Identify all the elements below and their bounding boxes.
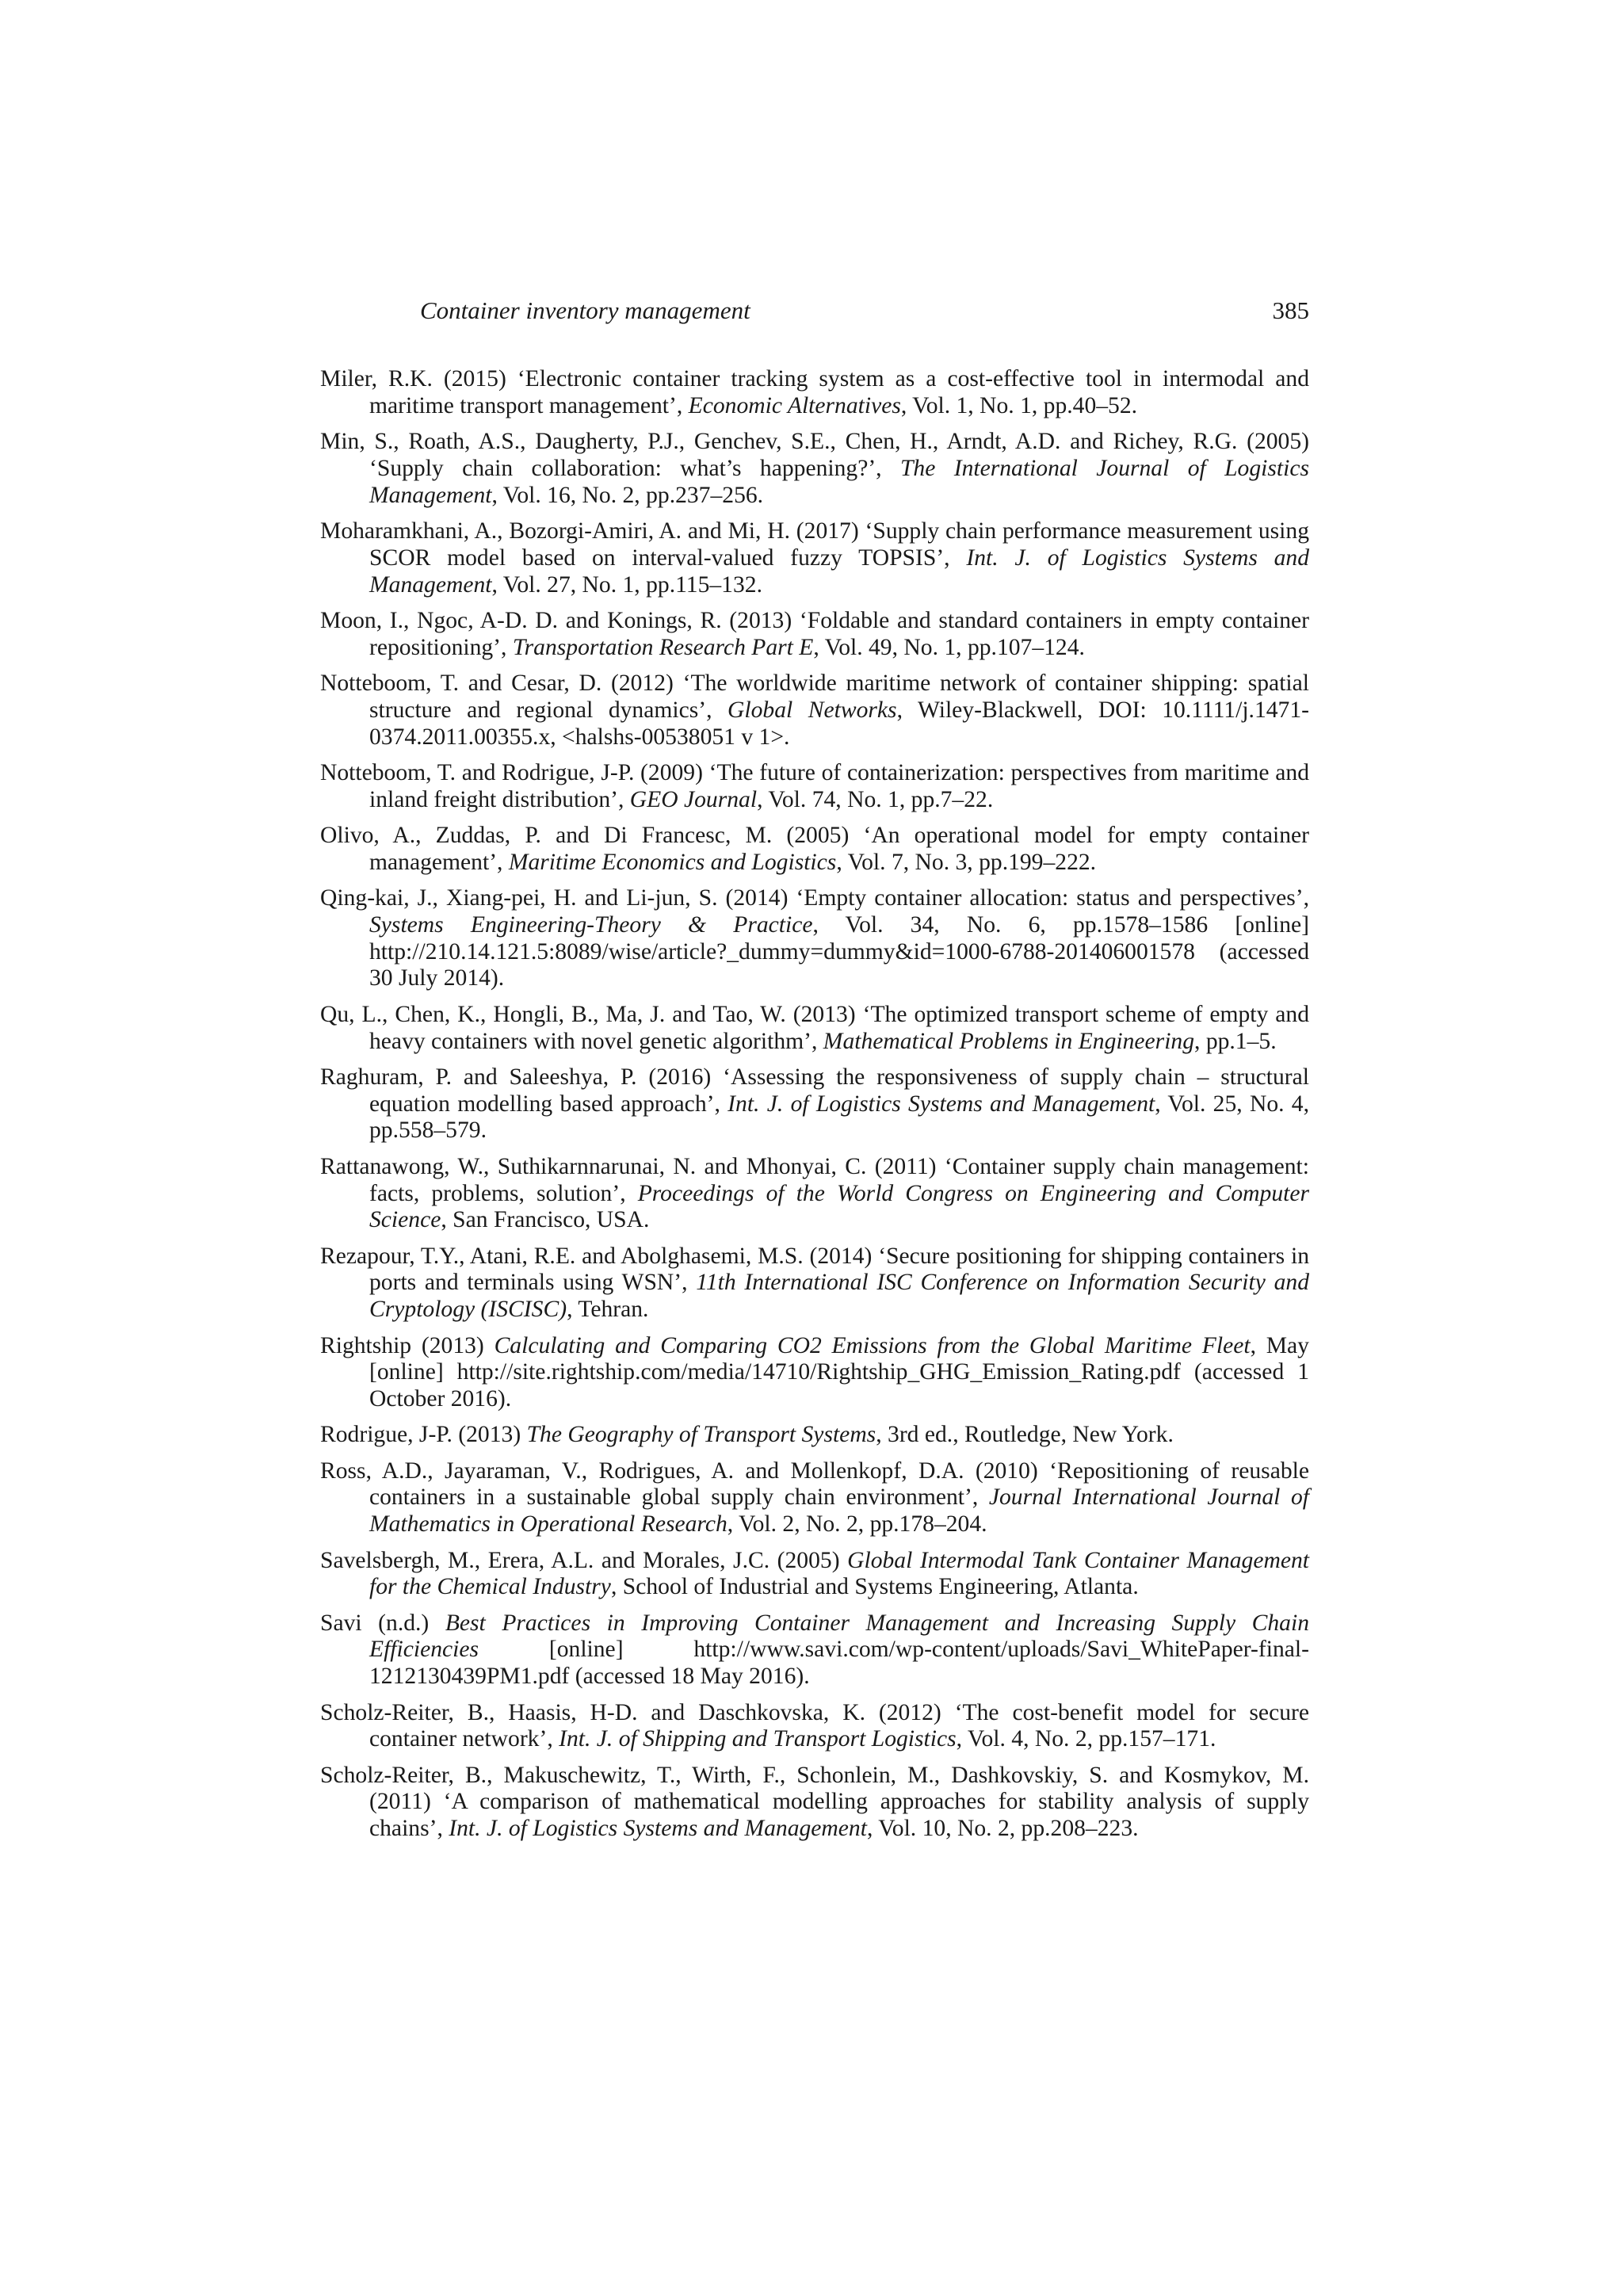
reference-text: , San Francisco, USA.	[441, 1207, 650, 1233]
reference-text: Rezapour, T.Y., Atani, R.E. and Abolghasemi, M.S. (2014) ‘Secure positioning for shipping containers in ports and terminals using WSN’,	[320, 1243, 1309, 1296]
reference-text: , May [online] http://site.rightship.com/media/14710/Rightship_GHG_Emission_Rating.pdf (accessed 1 October 2016).	[369, 1332, 1309, 1412]
reference-entry	[320, 366, 1309, 420]
reference-source-title: Int. J. of Logistics Systems and Management	[369, 544, 1310, 598]
reference-entry	[320, 670, 1309, 751]
reference-source-title: Int. J. of Logistics Systems and Management	[449, 1816, 867, 1842]
reference-text: Moon, I., Ngoc, A-D. D. and Konings, R. (2013) ‘Foldable and standard containers in empty container repositioning’,	[320, 607, 1309, 660]
reference-text: Notteboom, T. and Rodrigue, J-P. (2009) ‘The future of containerization: perspectives from maritime and inland freight distribution’,	[320, 759, 1309, 812]
reference-text: , 3rd ed., Routledge, New York.	[876, 1422, 1174, 1448]
reference-source-title: Best Practices in Improving Container Management and Increasing Supply Chain Efficiencies	[369, 1610, 1309, 1663]
reference-text: [online] http://www.savi.com/wp-content/uploads/Savi_WhitePaper-final-1212130439PM1.pdf (accessed 18 May 2016).	[369, 1637, 1309, 1690]
reference-source-title: Global Networks	[727, 697, 897, 723]
reference-entry	[320, 823, 1309, 877]
reference-source-title: Mathematical Problems in Engineering	[823, 1028, 1195, 1054]
reference-text: , Vol. 34, No. 6, pp.1578–1586 [online] http://210.14.121.5:8089/wise/article?_dummy=dummy&id=1000-6788-201406001578 (accessed 30 July 2014).	[369, 911, 1309, 991]
reference-text: Ross, A.D., Jayaraman, V., Rodrigues, A. and Mollenkopf, D.A. (2010) ‘Repositioning of reusable containers in a sustainable global supply chain environment’,	[320, 1457, 1309, 1511]
reference-list	[320, 366, 1309, 1852]
reference-text: Olivo, A., Zuddas, P. and Di Francesc, M. (2005) ‘An operational model for empty container management’,	[320, 822, 1309, 875]
reference-source-title: Maritime Economics and Logistics	[508, 849, 837, 875]
reference-text: , pp.1–5.	[1194, 1028, 1277, 1054]
reference-text: Savi (n.d.)	[320, 1610, 445, 1636]
reference-text: Notteboom, T. and Cesar, D. (2012) ‘The worldwide maritime network of container shipping: spatial structure and regional dynamics’,	[320, 670, 1309, 723]
reference-text: , Tehran.	[567, 1297, 649, 1323]
reference-source-title: 11th International ISC Conference on Information Security and Cryptology (ISCISC)	[369, 1270, 1309, 1323]
reference-entry	[320, 429, 1309, 509]
reference-source-title: Int. J. of Shipping and Transport Logistics	[559, 1726, 957, 1752]
reference-entry	[320, 885, 1309, 992]
reference-text: , School of Industrial and Systems Engineering, Atlanta.	[610, 1574, 1139, 1600]
reference-text: , Vol. 16, No. 2, pp.237–256.	[491, 482, 764, 508]
reference-entry	[320, 1422, 1309, 1449]
reference-text: , Vol. 74, No. 1, pp.7–22.	[757, 786, 994, 812]
reference-text: , Vol. 4, No. 2, pp.157–171.	[956, 1726, 1216, 1752]
reference-source-title: Proceedings of the World Congress on Engineering and Computer Science	[369, 1180, 1309, 1233]
reference-entry	[320, 1458, 1309, 1538]
reference-entry	[320, 1333, 1309, 1413]
reference-entry	[320, 518, 1309, 598]
reference-text: Raghuram, P. and Saleeshya, P. (2016) ‘Assessing the responsiveness of supply chain – structural equation modelling based approach’,	[320, 1064, 1309, 1117]
reference-source-title: GEO Journal	[629, 786, 758, 812]
reference-entry	[320, 1154, 1309, 1234]
reference-entry	[320, 1610, 1309, 1690]
reference-text: , Vol. 2, No. 2, pp.178–204.	[727, 1511, 987, 1538]
reference-source-title: Transportation Research Part E	[512, 634, 814, 660]
reference-source-title: Global Intermodal Tank Container Management for the Chemical Industry	[369, 1547, 1309, 1600]
reference-text: , Vol. 7, No. 3, pp.199–222.	[836, 849, 1097, 875]
reference-text: Scholz-Reiter, B., Haasis, H-D. and Daschkovska, K. (2012) ‘The cost-benefit model for secure container network’,	[320, 1699, 1309, 1752]
reference-entry	[320, 1700, 1309, 1754]
reference-text: Savelsbergh, M., Erera, A.L. and Morales, J.C. (2005)	[320, 1547, 848, 1573]
reference-entry	[320, 1064, 1309, 1144]
reference-source-title: The International Journal of Logistics Management	[369, 455, 1309, 508]
reference-text: Rattanawong, W., Suthikarnnarunai, N. and Mhonyai, C. (2011) ‘Container supply chain management: facts, problems, solution’,	[320, 1153, 1309, 1206]
reference-text: Rodrigue, J-P. (2013)	[320, 1422, 527, 1448]
running-title: Container inventory management	[420, 296, 750, 324]
reference-entry	[320, 1244, 1309, 1324]
reference-text: Moharamkhani, A., Bozorgi-Amiri, A. and Mi, H. (2017) ‘Supply chain performance measurement using SCOR model based on interval-valued fuzzy TOPSIS’,	[320, 518, 1309, 571]
reference-source-title: Calculating and Comparing CO2 Emissions from the Global Maritime Fleet	[494, 1332, 1251, 1358]
reference-text: , Vol. 25, No. 4, pp.558–579.	[369, 1091, 1309, 1144]
reference-source-title: Systems Engineering-Theory & Practice	[369, 911, 813, 938]
reference-source-title: Economic Alternatives	[688, 392, 901, 418]
reference-text: , Vol. 1, No. 1, pp.40–52.	[900, 392, 1138, 418]
reference-text: , Wiley-Blackwell, DOI: 10.1111/j.1471-0374.2011.00355.x, <halshs-00538051 v 1>.	[369, 697, 1309, 750]
reference-text: , Vol. 10, No. 2, pp.208–223.	[866, 1816, 1139, 1842]
page-header	[420, 295, 1309, 327]
reference-text: Qing-kai, J., Xiang-pei, H. and Li-jun, S. (2014) ‘Empty container allocation: status and perspectives’,	[320, 885, 1309, 911]
page-number: 385	[1272, 296, 1309, 324]
reference-source-title: Journal International Journal of Mathematics in Operational Research	[369, 1484, 1309, 1538]
reference-entry	[320, 1548, 1309, 1602]
reference-text: , Vol. 49, No. 1, pp.107–124.	[813, 634, 1085, 660]
reference-text: Miler, R.K. (2015) ‘Electronic container tracking system as a cost-effective tool in intermodal and maritime transport management’,	[320, 366, 1309, 418]
reference-entry	[320, 1763, 1309, 1843]
reference-text: Qu, L., Chen, K., Hongli, B., Ma, J. and Tao, W. (2013) ‘The optimized transport scheme of empty and heavy containers with novel genetic algorithm’,	[320, 1001, 1309, 1054]
reference-source-title: Int. J. of Logistics Systems and Management	[727, 1091, 1155, 1117]
reference-text: Scholz-Reiter, B., Makuschewitz, T., Wirth, F., Schonlein, M., Dashkovskiy, S. and Kosmykov, M. (2011) ‘A comparison of mathematical modelling approaches for stability analysis of supply chains’,	[320, 1762, 1309, 1842]
reference-text: Min, S., Roath, A.S., Daugherty, P.J., Genchev, S.E., Chen, H., Arndt, A.D. and Richey, R.G. (2005) ‘Supply chain collaboration: what’s happening?’,	[320, 429, 1309, 481]
reference-source-title: The Geography of Transport Systems	[526, 1422, 876, 1448]
reference-text: Rightship (2013)	[320, 1332, 495, 1358]
reference-text: , Vol. 27, No. 1, pp.115–132.	[491, 571, 762, 598]
reference-entry	[320, 608, 1309, 662]
reference-entry	[320, 1002, 1309, 1056]
reference-entry	[320, 760, 1309, 814]
